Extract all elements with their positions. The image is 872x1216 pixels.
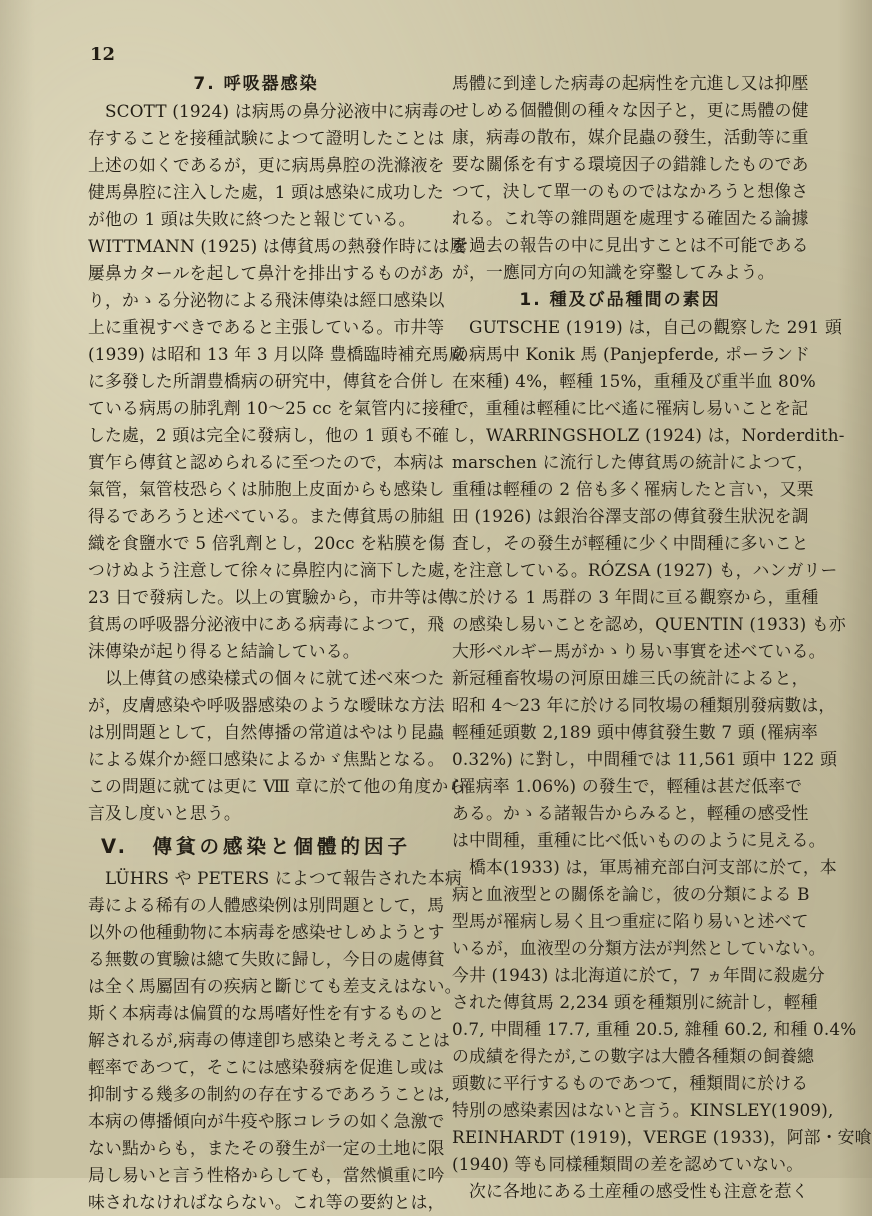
text-line: 田 (1926) は銀治谷澤支部の傳貧發生狀況を調 [452, 506, 809, 526]
text-line: 得るであろうと述べている。また傳貧馬の肺組 [88, 506, 445, 526]
section-1-body [452, 314, 872, 1205]
text-line: る無數の實驗は總て失敗に歸し，今日の處傳貧 [88, 949, 445, 969]
text-line: (罹病率 1.06%) の發生で，輕種は甚だ低率で [452, 776, 803, 796]
text-line: marschen に流行した傳貧馬の統計によつて， [452, 452, 814, 472]
left-column [88, 70, 467, 1216]
text-line: が，皮膚感染や呼吸器感染のような曖昧な方法 [88, 695, 445, 715]
text-line: 存することを接種試験によつて證明したことは [88, 128, 445, 148]
text-line: 0.32%) に對し，中間種では 11,561 頭中 122 頭 [452, 749, 838, 769]
text-line: を注意している。RÓZSA (1927) も，ハンガリー [452, 560, 838, 580]
text-line: SCOTT (1924) は病馬の鼻分泌液中に病毒の [88, 101, 456, 121]
text-line: 新冠種畜牧場の河原田雄三氏の統計によると， [452, 668, 809, 688]
text-line: 頭數に平行するものであつて，種類間に於ける [452, 1073, 809, 1093]
section-7-body [88, 98, 467, 827]
intro-body [452, 70, 809, 286]
text-line: 味されなければならない。これ等の要約とは， [88, 1192, 445, 1212]
section-7-heading: 7. 呼吸器感染 [193, 74, 319, 94]
text-line: の病馬中 Konik 馬 (Panjepferde, ポーランド [452, 344, 811, 364]
text-line: は中間種，重種に比べ低いもののように見える。 [452, 830, 826, 850]
text-line: の感染し易いことを認め，QUENTIN (1933) も亦 [452, 614, 846, 634]
text-line: 上に重視すべきであると主張している。市井等 [88, 317, 445, 337]
text-line: し，WARRINGSHOLZ (1924) は，Norderdith- [452, 425, 845, 445]
text-line: 重種は輕種の 2 倍も多く罹病したと言い，又栗 [452, 479, 814, 499]
text-line: された傳貧馬 2,234 頭を種類別に統計し，輕種 [452, 992, 818, 1012]
text-line: 局し易いと言う性格からしても，當然愼重に吟 [88, 1165, 445, 1185]
text-line: 實乍ら傳貧と認められるに至つたので，本病は [88, 452, 445, 472]
text-line: り，かゝる分泌物による飛沫傳染は經口感染以 [88, 290, 445, 310]
text-line: WITTMANN (1925) は傳貧馬の熱發作時には屢 [88, 236, 467, 256]
text-line: 昭和 4～23 年に於ける同牧場の種類別發病數は， [452, 695, 836, 715]
text-line: 要な關係を有する環境因子の錯雜したものであ [452, 154, 809, 174]
text-line: に多發した所謂豊橋病の研究中，傳貧を合併し [88, 371, 445, 391]
text-line: の成績を得たが,この數字は大體各種類の飼養總 [452, 1046, 815, 1066]
text-line: 輕種延頭數 2,189 頭中傳貧發生數 7 頭 (罹病率 [452, 722, 819, 742]
text-line: 以上傳貧の感染樣式の個々に就て述べ來つた [88, 668, 445, 688]
right-column [452, 70, 872, 1205]
text-line: 今井 (1943) は北海道に於て，7 ヵ年間に殺處分 [452, 965, 825, 985]
text-line: 次に各地にある土産種の感受性も注意を惹く [452, 1181, 809, 1201]
text-line: 解されるが,病毒の傳達卽ち感染と考えることは [88, 1030, 451, 1050]
text-line: 本病の傳播傾向が牛疫や豚コレラの如く急激で [88, 1111, 445, 1131]
text-line: れる。これ等の雜問題を處理する確固たる論據 [452, 208, 809, 228]
text-line: 在來種) 4%，輕種 15%，重種及び重半血 80% [452, 371, 816, 391]
text-line: つて，決して單一のものではなかろうと想像さ [452, 181, 809, 201]
text-line: を過去の報告の中に見出すことは不可能である [452, 235, 809, 255]
text-line: 輕率であつて，そこには感染發病を促進し或は [88, 1057, 445, 1077]
section-5-heading: V. 傳貧の感染と個體的因子 [101, 835, 411, 858]
text-line: LÜHRS や PETERS によつて報告された本病 [88, 868, 462, 888]
text-line: に於ける 1 馬群の 3 年間に亘る觀察から，重種 [452, 587, 819, 607]
text-line: 型馬が罹病し易く且つ重症に陷り易いと述べて [452, 911, 809, 931]
text-line: 健馬鼻腔に注入した處，1 頭は感染に成功した [88, 182, 445, 202]
page-number: 12 [90, 44, 116, 65]
text-line: 氣管，氣管枝恐らくは肺胞上皮面からも感染し [88, 479, 445, 499]
text-line: が，一應同方向の知識を穿鑿してみよう。 [452, 262, 775, 282]
text-line: 病と血液型との關係を論じ，彼の分類による B [452, 884, 810, 904]
section-5-body [88, 865, 462, 1216]
text-line: 査し，その發生が輕種に少く中間種に多いこと [452, 533, 809, 553]
text-line: 以外の他種動物に本病毒を感染せしめようとす [88, 922, 445, 942]
text-line: (1939) は昭和 13 年 3 月以降 豊橋臨時補充馬廠 [88, 344, 466, 364]
text-line: 言及し度いと思う。 [88, 803, 241, 823]
text-line: 大形ベルギー馬がかゝり易い事實を述べている。 [452, 641, 826, 661]
text-line: せしめる個體側の種々な因子と，更に馬體の健 [452, 100, 809, 120]
text-line: は全く馬屬固有の疾病と斷じても差支えはない。 [88, 976, 462, 996]
text-line: 橋本(1933) は，軍馬補充部白河支部に於て，本 [452, 857, 837, 877]
text-line: 23 日で發病した。以上の實驗から，市井等は傳 [88, 587, 455, 607]
text-line: ある。かゝる諸報告からみると，輕種の感受性 [452, 803, 809, 823]
text-line: 馬體に到達した病毒の起病性を亢進し又は抑壓 [452, 73, 809, 93]
text-line: 沫傳染が起り得ると結論している。 [88, 641, 360, 661]
text-line: (1940) 等も同樣種類間の差を認めていない。 [452, 1154, 804, 1174]
text-line: 上述の如くであるが，更に病馬鼻腔の洗滌液を [88, 155, 445, 175]
text-line: 織を食鹽水で 5 倍乳劑とし，20cc を粘膜を傷 [88, 533, 446, 553]
text-line: 貧馬の呼吸器分泌液中にある病毒によつて，飛 [88, 614, 445, 634]
text-line: による媒介か經口感染によるかゞ焦點となる。 [88, 749, 445, 769]
text-line: 抑制する幾多の制約の存在するであろうことは, [88, 1084, 450, 1104]
text-line: つけぬよう注意して徐々に鼻腔内に滴下した處， [88, 560, 462, 580]
text-line: 康，病毒の散布，媒介昆蟲の發生，活動等に重 [452, 127, 809, 147]
section-1-heading: 1. 種及び品種間の素因 [519, 290, 721, 310]
text-line: 斯く本病毒は偏質的な馬嗜好性を有するものと [88, 1003, 445, 1023]
text-line: ている病馬の肺乳劑 10～25 cc を氣管内に接種 [88, 398, 456, 418]
text-line: が他の 1 頭は失敗に終つたと報じている。 [88, 209, 416, 229]
text-line: 屢鼻カタールを起して鼻汁を排出するものがあ [88, 263, 445, 283]
text-line: で，重種は輕種に比べ遙に罹病し易いことを記 [452, 398, 809, 418]
text-line: は別問題として，自然傳播の常道はやはり昆蟲 [88, 722, 445, 742]
text-line: 特別の感染素因はないと言う。KINSLEY(1909), [452, 1100, 834, 1120]
text-line: ない點からも，またその發生が一定の土地に限 [88, 1138, 445, 1158]
text-line: した處，2 頭は完全に發病し，他の 1 頭も不確 [88, 425, 450, 445]
text-line: GUTSCHE (1919) は，自己の觀察した 291 頭 [452, 317, 842, 337]
text-line: 毒による稀有の人體感染例は別問題として，馬 [88, 895, 445, 915]
text-line: 0.7, 中間種 17.7, 重種 20.5, 雜種 60.2, 和種 0.4% [452, 1019, 857, 1039]
text-line: いるが，血液型の分類方法が判然としていない。 [452, 938, 826, 958]
text-line: REINHARDT (1919)，VERGE (1933)，阿部・安喰 [452, 1127, 872, 1147]
text-line: この問題に就ては更に Ⅷ 章に於て他の角度から [88, 776, 466, 796]
